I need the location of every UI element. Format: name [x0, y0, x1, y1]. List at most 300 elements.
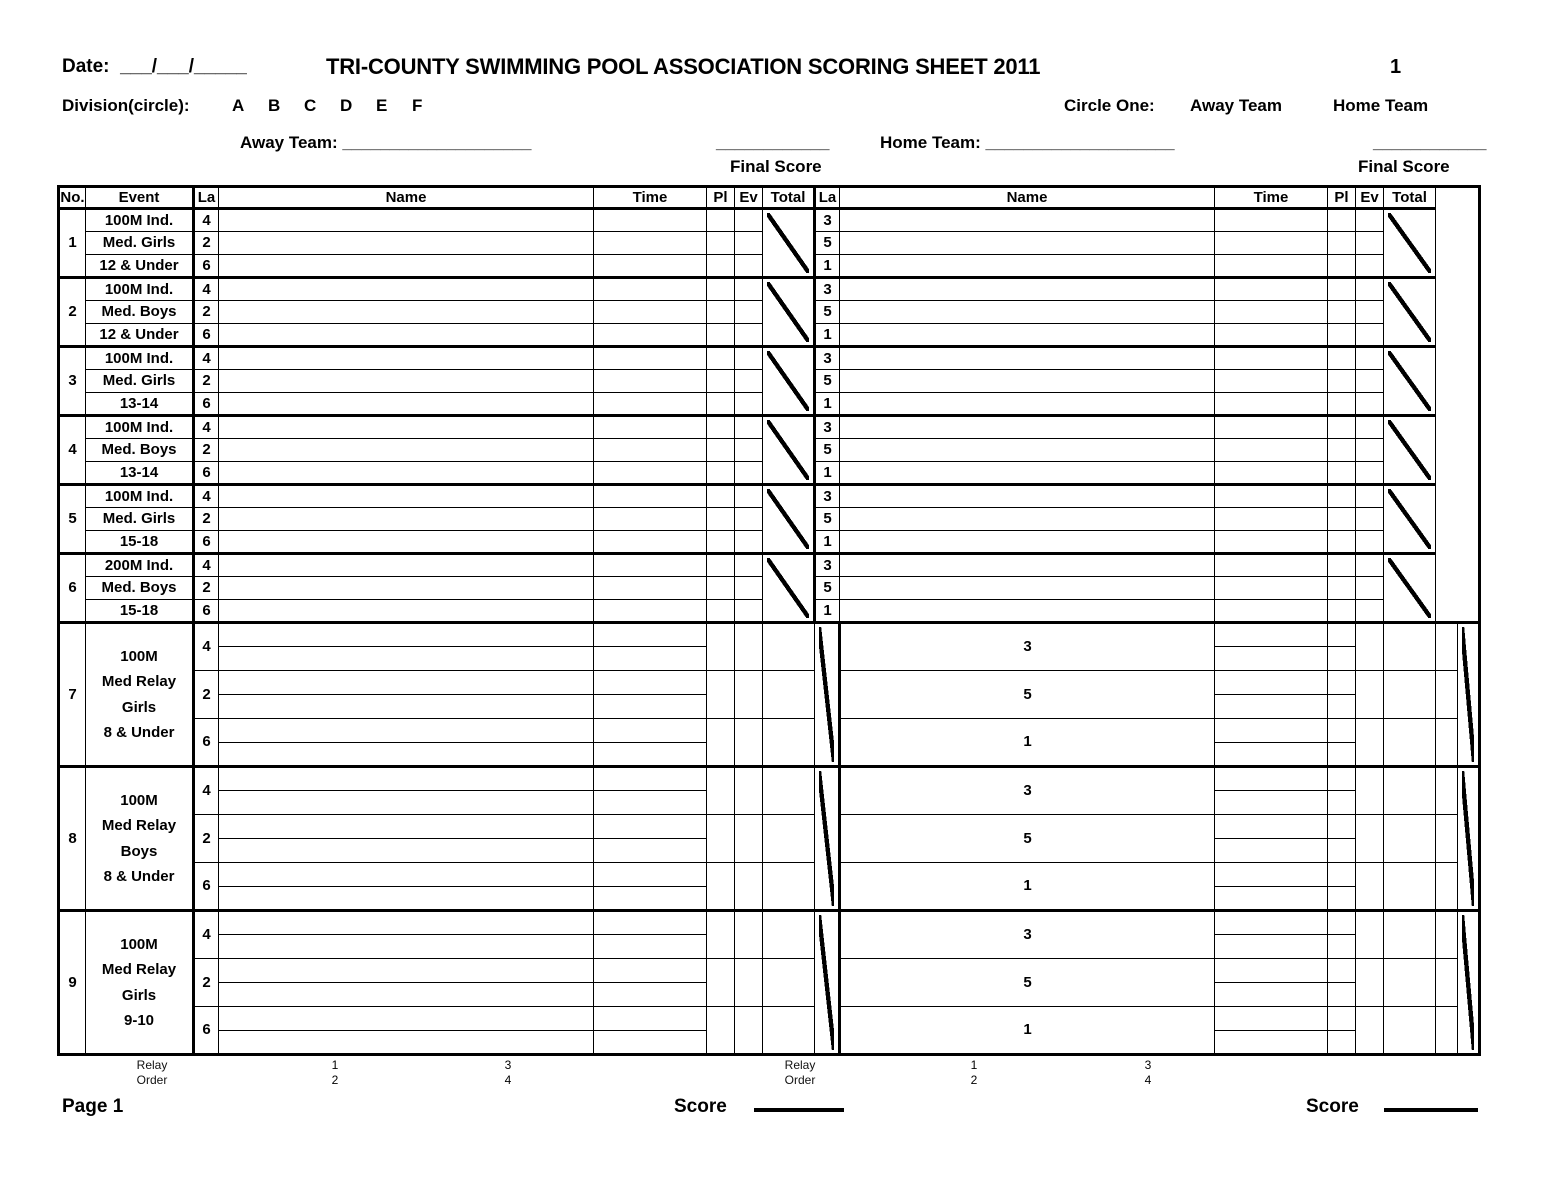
pl-home-input[interactable]	[1328, 439, 1356, 462]
name-home-input[interactable]	[840, 370, 1215, 393]
division-option-e[interactable]: E	[376, 96, 388, 115]
relay-name-home-1[interactable]	[1215, 791, 1328, 815]
pl-away-input[interactable]	[707, 393, 735, 416]
relay-name-home-1[interactable]	[1215, 815, 1328, 839]
name-home-input[interactable]	[840, 347, 1215, 370]
ev-away-input[interactable]	[763, 671, 815, 719]
relay-name-home-2[interactable]	[1328, 743, 1356, 767]
name-away-input[interactable]	[219, 531, 594, 554]
time-away-input[interactable]	[594, 278, 707, 301]
name-away-input[interactable]	[219, 416, 594, 439]
division-option-c[interactable]: C	[304, 96, 317, 115]
ev-away-input[interactable]	[735, 531, 763, 554]
pl-home-input[interactable]	[1328, 301, 1356, 324]
ev-home-input[interactable]	[1356, 324, 1384, 347]
pl-home-input[interactable]	[1328, 508, 1356, 531]
relay-name-away-2[interactable]	[594, 623, 707, 647]
relay-name-home-1[interactable]	[1215, 911, 1328, 935]
name-home-input[interactable]	[840, 577, 1215, 600]
total-away-cell[interactable]	[763, 278, 815, 347]
relay-name-away-1[interactable]	[219, 647, 594, 671]
time-home-input[interactable]	[1356, 719, 1384, 767]
pl-home-input[interactable]	[1384, 815, 1436, 863]
pl-away-input[interactable]	[707, 462, 735, 485]
relay-name-away-1[interactable]	[219, 887, 594, 911]
name-home-input[interactable]	[840, 255, 1215, 278]
relay-name-away-2[interactable]	[594, 743, 707, 767]
relay-name-home-2[interactable]	[1328, 815, 1356, 839]
time-away-input[interactable]	[707, 671, 735, 719]
relay-name-home-1[interactable]	[1215, 623, 1328, 647]
name-away-input[interactable]	[219, 439, 594, 462]
name-away-input[interactable]	[219, 508, 594, 531]
relay-name-home-2[interactable]	[1328, 1031, 1356, 1055]
name-away-input[interactable]	[219, 554, 594, 577]
name-home-input[interactable]	[840, 439, 1215, 462]
pl-away-input[interactable]	[707, 209, 735, 232]
relay-name-away-1[interactable]	[219, 671, 594, 695]
home-team-field[interactable]: Home Team: ____________________	[880, 133, 1175, 152]
relay-name-away-1[interactable]	[219, 815, 594, 839]
relay-name-away-2[interactable]	[594, 863, 707, 887]
ev-away-input[interactable]	[735, 485, 763, 508]
time-away-input[interactable]	[594, 209, 707, 232]
pl-away-input[interactable]	[735, 767, 763, 815]
pl-home-input[interactable]	[1384, 719, 1436, 767]
pl-home-input[interactable]	[1328, 416, 1356, 439]
ev-home-input[interactable]	[1356, 577, 1384, 600]
pl-home-input[interactable]	[1328, 577, 1356, 600]
ev-away-input[interactable]	[763, 911, 815, 959]
circle-one-home-team[interactable]: Home Team	[1333, 96, 1429, 115]
relay-name-home-2[interactable]	[1328, 863, 1356, 887]
ev-home-input[interactable]	[1356, 439, 1384, 462]
ev-home-input[interactable]	[1436, 959, 1458, 1007]
ev-away-input[interactable]	[763, 767, 815, 815]
relay-name-away-1[interactable]	[219, 863, 594, 887]
time-away-input[interactable]	[594, 347, 707, 370]
pl-away-input[interactable]	[707, 554, 735, 577]
ev-home-input[interactable]	[1356, 554, 1384, 577]
relay-name-home-1[interactable]	[1215, 743, 1328, 767]
pl-away-input[interactable]	[735, 719, 763, 767]
relay-name-home-1[interactable]	[1215, 863, 1328, 887]
pl-home-input[interactable]	[1328, 209, 1356, 232]
pl-home-input[interactable]	[1328, 278, 1356, 301]
relay-name-away-2[interactable]	[594, 719, 707, 743]
relay-name-away-2[interactable]	[594, 959, 707, 983]
name-away-input[interactable]	[219, 485, 594, 508]
ev-home-input[interactable]	[1356, 347, 1384, 370]
pl-away-input[interactable]	[707, 600, 735, 623]
pl-home-input[interactable]	[1384, 767, 1436, 815]
pl-home-input[interactable]	[1384, 623, 1436, 671]
pl-away-input[interactable]	[735, 863, 763, 911]
ev-away-input[interactable]	[735, 393, 763, 416]
total-away-cell[interactable]	[815, 767, 840, 911]
time-home-input[interactable]	[1215, 232, 1328, 255]
name-away-input[interactable]	[219, 278, 594, 301]
ev-away-input[interactable]	[763, 959, 815, 1007]
relay-name-home-1[interactable]	[1215, 887, 1328, 911]
time-home-input[interactable]	[1215, 255, 1328, 278]
ev-home-input[interactable]	[1436, 767, 1458, 815]
pl-home-input[interactable]	[1384, 959, 1436, 1007]
name-home-input[interactable]	[840, 393, 1215, 416]
pl-away-input[interactable]	[707, 508, 735, 531]
score-blank-home[interactable]	[1384, 1108, 1478, 1112]
ev-home-input[interactable]	[1356, 531, 1384, 554]
ev-home-input[interactable]	[1436, 671, 1458, 719]
pl-away-input[interactable]	[735, 815, 763, 863]
relay-name-home-1[interactable]	[1215, 839, 1328, 863]
ev-home-input[interactable]	[1356, 209, 1384, 232]
time-away-input[interactable]	[594, 232, 707, 255]
ev-home-input[interactable]	[1356, 462, 1384, 485]
relay-name-home-1[interactable]	[1215, 1007, 1328, 1031]
total-home-cell[interactable]	[1458, 767, 1480, 911]
pl-away-input[interactable]	[735, 1007, 763, 1055]
total-home-cell[interactable]	[1384, 209, 1436, 278]
name-away-input[interactable]	[219, 577, 594, 600]
relay-name-away-2[interactable]	[594, 671, 707, 695]
total-away-cell[interactable]	[815, 911, 840, 1055]
time-away-input[interactable]	[594, 485, 707, 508]
relay-name-home-1[interactable]	[1215, 695, 1328, 719]
relay-name-away-1[interactable]	[219, 791, 594, 815]
ev-away-input[interactable]	[763, 815, 815, 863]
name-home-input[interactable]	[840, 416, 1215, 439]
time-home-input[interactable]	[1356, 959, 1384, 1007]
ev-home-input[interactable]	[1436, 719, 1458, 767]
division-options[interactable]	[232, 96, 448, 116]
name-away-input[interactable]	[219, 600, 594, 623]
score-blank-away[interactable]	[754, 1108, 844, 1112]
ev-away-input[interactable]	[735, 370, 763, 393]
division-option-b[interactable]: B	[268, 96, 281, 115]
ev-away-input[interactable]	[763, 1007, 815, 1055]
time-away-input[interactable]	[594, 416, 707, 439]
relay-name-away-1[interactable]	[219, 767, 594, 791]
ev-home-input[interactable]	[1356, 370, 1384, 393]
name-away-input[interactable]	[219, 209, 594, 232]
pl-away-input[interactable]	[735, 911, 763, 959]
time-away-input[interactable]	[594, 370, 707, 393]
relay-name-home-2[interactable]	[1328, 839, 1356, 863]
name-home-input[interactable]	[840, 209, 1215, 232]
name-home-input[interactable]	[840, 232, 1215, 255]
name-home-input[interactable]	[840, 485, 1215, 508]
ev-away-input[interactable]	[763, 623, 815, 671]
time-home-input[interactable]	[1215, 209, 1328, 232]
pl-home-input[interactable]	[1384, 671, 1436, 719]
pl-home-input[interactable]	[1328, 255, 1356, 278]
total-away-cell[interactable]	[763, 416, 815, 485]
total-home-cell[interactable]	[1384, 278, 1436, 347]
relay-name-away-1[interactable]	[219, 743, 594, 767]
relay-name-away-1[interactable]	[219, 839, 594, 863]
pl-home-input[interactable]	[1328, 485, 1356, 508]
name-home-input[interactable]	[840, 554, 1215, 577]
time-home-input[interactable]	[1356, 671, 1384, 719]
pl-away-input[interactable]	[735, 959, 763, 1007]
pl-home-input[interactable]	[1328, 324, 1356, 347]
time-home-input[interactable]	[1215, 370, 1328, 393]
division-option-d[interactable]: D	[340, 96, 353, 115]
ev-home-input[interactable]	[1356, 600, 1384, 623]
time-away-input[interactable]	[707, 911, 735, 959]
total-home-cell[interactable]	[1384, 485, 1436, 554]
time-home-input[interactable]	[1356, 623, 1384, 671]
time-home-input[interactable]	[1356, 1007, 1384, 1055]
relay-name-away-2[interactable]	[594, 815, 707, 839]
relay-name-home-1[interactable]	[1215, 719, 1328, 743]
pl-home-input[interactable]	[1328, 600, 1356, 623]
name-home-input[interactable]	[840, 462, 1215, 485]
pl-away-input[interactable]	[707, 301, 735, 324]
time-home-input[interactable]	[1215, 347, 1328, 370]
away-final-score-blank[interactable]: ____________	[716, 133, 830, 152]
ev-home-input[interactable]	[1356, 508, 1384, 531]
time-away-input[interactable]	[594, 600, 707, 623]
ev-away-input[interactable]	[735, 416, 763, 439]
ev-away-input[interactable]	[735, 255, 763, 278]
date-field-label[interactable]: Date: ___/___/_____	[62, 56, 247, 77]
relay-name-away-2[interactable]	[594, 647, 707, 671]
relay-name-home-1[interactable]	[1215, 767, 1328, 791]
name-home-input[interactable]	[840, 324, 1215, 347]
relay-name-home-2[interactable]	[1328, 887, 1356, 911]
relay-name-away-2[interactable]	[594, 1031, 707, 1055]
relay-name-home-1[interactable]	[1215, 671, 1328, 695]
ev-home-input[interactable]	[1356, 485, 1384, 508]
time-home-input[interactable]	[1215, 278, 1328, 301]
relay-name-home-2[interactable]	[1328, 647, 1356, 671]
relay-name-home-2[interactable]	[1328, 1007, 1356, 1031]
time-away-input[interactable]	[707, 815, 735, 863]
time-home-input[interactable]	[1215, 485, 1328, 508]
total-away-cell[interactable]	[763, 554, 815, 623]
time-away-input[interactable]	[594, 577, 707, 600]
time-home-input[interactable]	[1215, 508, 1328, 531]
ev-home-input[interactable]	[1356, 232, 1384, 255]
name-home-input[interactable]	[840, 600, 1215, 623]
time-home-input[interactable]	[1215, 462, 1328, 485]
pl-home-input[interactable]	[1328, 531, 1356, 554]
time-away-input[interactable]	[594, 439, 707, 462]
pl-home-input[interactable]	[1328, 370, 1356, 393]
relay-name-home-2[interactable]	[1328, 935, 1356, 959]
relay-name-away-2[interactable]	[594, 695, 707, 719]
relay-name-away-1[interactable]	[219, 623, 594, 647]
time-away-input[interactable]	[594, 508, 707, 531]
time-home-input[interactable]	[1215, 531, 1328, 554]
time-home-input[interactable]	[1356, 911, 1384, 959]
ev-away-input[interactable]	[735, 301, 763, 324]
division-option-f[interactable]: F	[412, 96, 423, 115]
total-home-cell[interactable]	[1384, 554, 1436, 623]
relay-name-home-1[interactable]	[1215, 935, 1328, 959]
time-away-input[interactable]	[707, 1007, 735, 1055]
relay-name-away-1[interactable]	[219, 983, 594, 1007]
relay-name-away-1[interactable]	[219, 911, 594, 935]
pl-away-input[interactable]	[707, 577, 735, 600]
time-home-input[interactable]	[1215, 416, 1328, 439]
relay-name-home-1[interactable]	[1215, 1031, 1328, 1055]
relay-name-away-2[interactable]	[594, 983, 707, 1007]
relay-name-away-1[interactable]	[219, 695, 594, 719]
ev-home-input[interactable]	[1356, 255, 1384, 278]
relay-name-away-2[interactable]	[594, 1007, 707, 1031]
pl-away-input[interactable]	[707, 278, 735, 301]
away-team-field[interactable]: Away Team: ____________________	[240, 133, 532, 152]
relay-name-away-2[interactable]	[594, 935, 707, 959]
relay-name-home-2[interactable]	[1328, 671, 1356, 695]
name-home-input[interactable]	[840, 531, 1215, 554]
time-away-input[interactable]	[594, 462, 707, 485]
pl-home-input[interactable]	[1328, 347, 1356, 370]
name-away-input[interactable]	[219, 393, 594, 416]
ev-home-input[interactable]	[1436, 863, 1458, 911]
time-away-input[interactable]	[594, 301, 707, 324]
pl-away-input[interactable]	[707, 347, 735, 370]
ev-away-input[interactable]	[735, 209, 763, 232]
ev-home-input[interactable]	[1356, 416, 1384, 439]
total-away-cell[interactable]	[815, 623, 840, 767]
time-home-input[interactable]	[1356, 767, 1384, 815]
ev-away-input[interactable]	[763, 719, 815, 767]
total-away-cell[interactable]	[763, 347, 815, 416]
total-away-cell[interactable]	[763, 485, 815, 554]
relay-name-home-2[interactable]	[1328, 767, 1356, 791]
total-away-cell[interactable]	[763, 209, 815, 278]
relay-name-away-2[interactable]	[594, 767, 707, 791]
time-home-input[interactable]	[1215, 393, 1328, 416]
pl-home-input[interactable]	[1384, 911, 1436, 959]
relay-name-home-2[interactable]	[1328, 983, 1356, 1007]
ev-away-input[interactable]	[735, 347, 763, 370]
total-home-cell[interactable]	[1384, 416, 1436, 485]
name-home-input[interactable]	[840, 301, 1215, 324]
pl-away-input[interactable]	[707, 255, 735, 278]
pl-home-input[interactable]	[1328, 393, 1356, 416]
pl-away-input[interactable]	[707, 531, 735, 554]
relay-name-home-2[interactable]	[1328, 719, 1356, 743]
ev-home-input[interactable]	[1356, 393, 1384, 416]
time-away-input[interactable]	[707, 863, 735, 911]
total-home-cell[interactable]	[1384, 347, 1436, 416]
relay-name-home-2[interactable]	[1328, 911, 1356, 935]
ev-home-input[interactable]	[1436, 815, 1458, 863]
relay-name-away-2[interactable]	[594, 887, 707, 911]
ev-away-input[interactable]	[735, 600, 763, 623]
ev-home-input[interactable]	[1356, 301, 1384, 324]
time-home-input[interactable]	[1215, 600, 1328, 623]
pl-home-input[interactable]	[1384, 863, 1436, 911]
pl-home-input[interactable]	[1384, 1007, 1436, 1055]
relay-name-home-2[interactable]	[1328, 695, 1356, 719]
relay-name-away-1[interactable]	[219, 1031, 594, 1055]
name-away-input[interactable]	[219, 255, 594, 278]
ev-away-input[interactable]	[735, 462, 763, 485]
ev-away-input[interactable]	[735, 508, 763, 531]
relay-name-away-2[interactable]	[594, 791, 707, 815]
relay-name-away-2[interactable]	[594, 839, 707, 863]
name-home-input[interactable]	[840, 278, 1215, 301]
home-final-score-blank[interactable]: ____________	[1373, 133, 1487, 152]
time-away-input[interactable]	[594, 255, 707, 278]
ev-home-input[interactable]	[1356, 278, 1384, 301]
relay-name-home-1[interactable]	[1215, 959, 1328, 983]
total-home-cell[interactable]	[1458, 623, 1480, 767]
time-away-input[interactable]	[707, 623, 735, 671]
time-home-input[interactable]	[1215, 554, 1328, 577]
pl-away-input[interactable]	[707, 324, 735, 347]
pl-away-input[interactable]	[707, 370, 735, 393]
time-home-input[interactable]	[1356, 815, 1384, 863]
relay-name-away-1[interactable]	[219, 1007, 594, 1031]
pl-away-input[interactable]	[735, 671, 763, 719]
relay-name-home-2[interactable]	[1328, 791, 1356, 815]
time-away-input[interactable]	[594, 324, 707, 347]
ev-away-input[interactable]	[735, 554, 763, 577]
pl-away-input[interactable]	[707, 485, 735, 508]
ev-away-input[interactable]	[735, 278, 763, 301]
name-away-input[interactable]	[219, 301, 594, 324]
ev-away-input[interactable]	[735, 324, 763, 347]
division-option-a[interactable]: A	[232, 96, 245, 115]
pl-away-input[interactable]	[735, 623, 763, 671]
pl-away-input[interactable]	[707, 439, 735, 462]
name-away-input[interactable]	[219, 347, 594, 370]
pl-away-input[interactable]	[707, 416, 735, 439]
circle-one-away-team[interactable]: Away Team	[1190, 96, 1282, 115]
time-away-input[interactable]	[594, 554, 707, 577]
time-home-input[interactable]	[1215, 577, 1328, 600]
relay-name-away-1[interactable]	[219, 959, 594, 983]
name-away-input[interactable]	[219, 324, 594, 347]
ev-home-input[interactable]	[1436, 1007, 1458, 1055]
relay-name-away-1[interactable]	[219, 719, 594, 743]
relay-name-home-2[interactable]	[1328, 959, 1356, 983]
pl-home-input[interactable]	[1328, 232, 1356, 255]
ev-away-input[interactable]	[735, 439, 763, 462]
relay-name-home-1[interactable]	[1215, 647, 1328, 671]
ev-away-input[interactable]	[735, 577, 763, 600]
time-away-input[interactable]	[594, 531, 707, 554]
name-home-input[interactable]	[840, 508, 1215, 531]
time-home-input[interactable]	[1215, 324, 1328, 347]
time-home-input[interactable]	[1356, 863, 1384, 911]
ev-home-input[interactable]	[1436, 623, 1458, 671]
time-home-input[interactable]	[1215, 301, 1328, 324]
ev-home-input[interactable]	[1436, 911, 1458, 959]
ev-away-input[interactable]	[735, 232, 763, 255]
time-away-input[interactable]	[707, 959, 735, 1007]
name-away-input[interactable]	[219, 232, 594, 255]
ev-away-input[interactable]	[763, 863, 815, 911]
time-away-input[interactable]	[707, 719, 735, 767]
pl-home-input[interactable]	[1328, 554, 1356, 577]
time-home-input[interactable]	[1215, 439, 1328, 462]
relay-name-away-2[interactable]	[594, 911, 707, 935]
pl-away-input[interactable]	[707, 232, 735, 255]
relay-name-home-1[interactable]	[1215, 983, 1328, 1007]
relay-name-away-1[interactable]	[219, 935, 594, 959]
time-away-input[interactable]	[594, 393, 707, 416]
relay-name-home-2[interactable]	[1328, 623, 1356, 647]
name-away-input[interactable]	[219, 462, 594, 485]
